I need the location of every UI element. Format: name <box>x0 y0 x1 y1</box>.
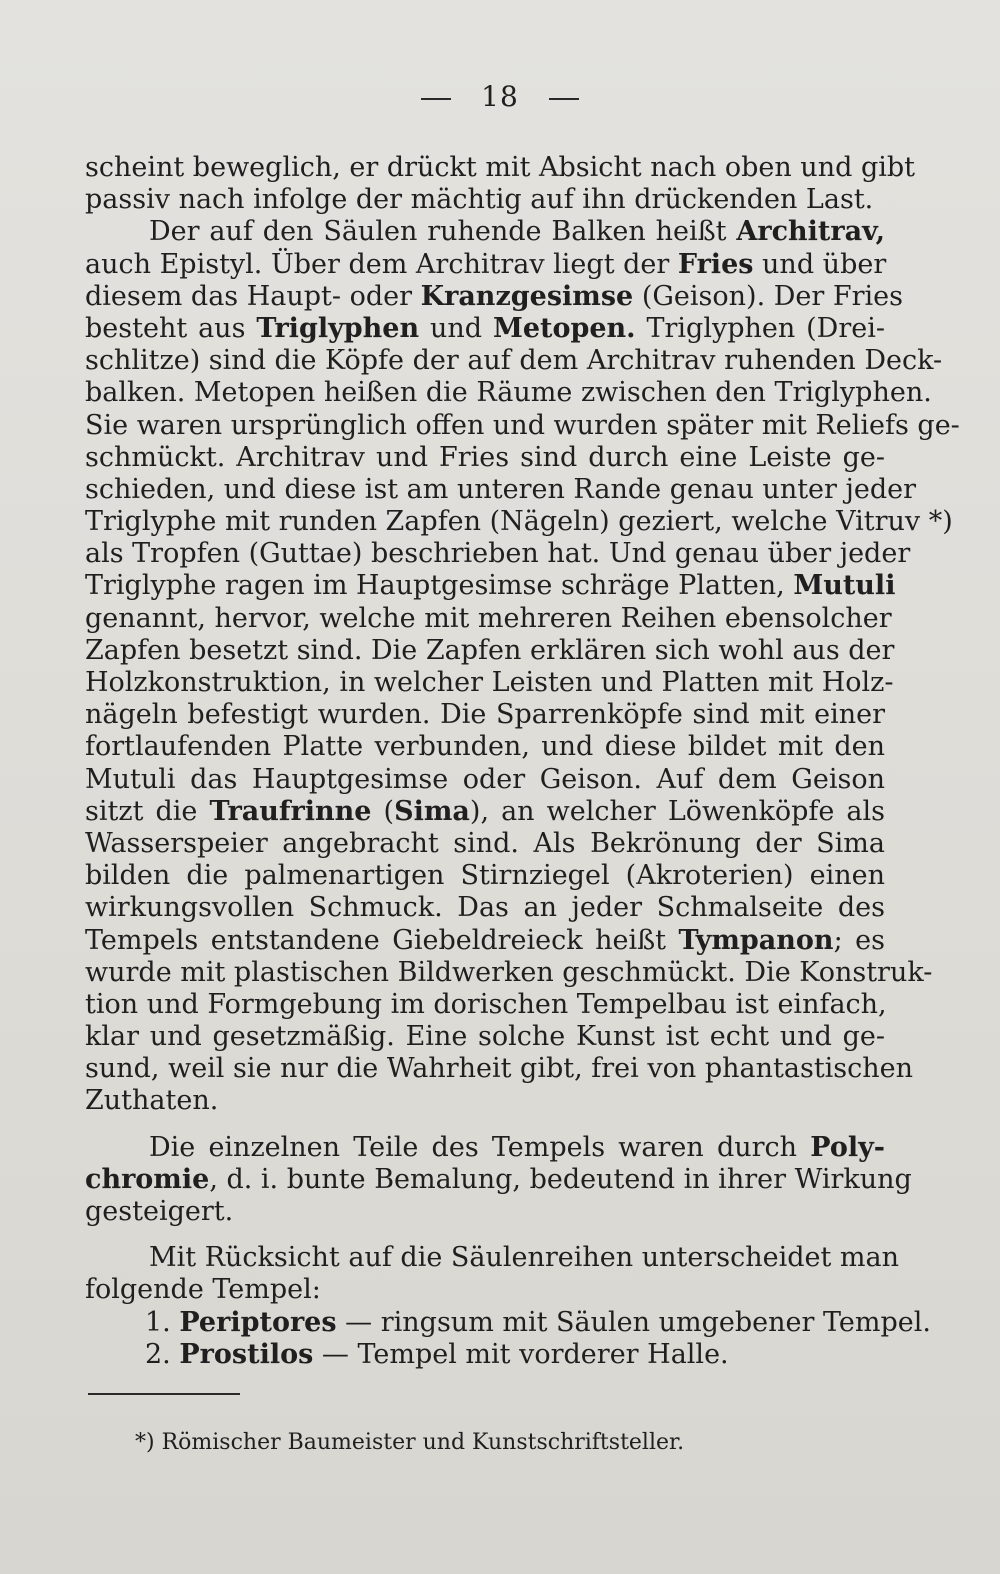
term-triglyphen: Triglyphen <box>256 312 420 344</box>
text-line: passiv nach infolge der mächtig auf ihn drückenden Last. <box>85 184 874 216</box>
text-line: Der auf den Säulen ruhende Balken heißt Architrav, <box>149 216 885 248</box>
text-line: balken. Metopen heißen die Räume zwischen den Triglyphen. <box>85 377 932 409</box>
text-line: schlitze) sind die Köpfe der auf dem Architrav ruhenden Deck- <box>85 345 943 377</box>
list-number: 2. <box>145 1338 171 1370</box>
term-fries: Fries <box>677 248 754 280</box>
text-line: auch Epistyl. Über dem Architrav liegt der Fries und über <box>85 248 887 280</box>
term-kranzgesimse: Kranzgesimse <box>420 280 634 312</box>
text-line: als Tropfen (Guttae) beschrieben hat. Und genau über jeder <box>85 538 911 570</box>
term-prostilos: Prostilos <box>179 1338 314 1370</box>
term-polychromie-b: chromie <box>85 1163 210 1195</box>
term-tympanon: Tympanon <box>678 924 834 956</box>
footnote-rule <box>88 1393 240 1395</box>
page-number-value: 18 <box>481 80 519 113</box>
term-periptores: Periptores <box>179 1306 337 1338</box>
term-architrav: Architrav, <box>736 216 885 248</box>
text-line: Mit Rücksicht auf die Säulenreihen unterscheidet man <box>149 1242 900 1274</box>
text-line: Zuthaten. <box>85 1085 219 1117</box>
list-number: 1. <box>145 1306 171 1338</box>
text-line: fortlaufenden Platte verbunden, und diese bildet mit den <box>85 731 885 763</box>
body-text <box>85 152 960 1371</box>
text-line: folgende Tempel: <box>85 1274 321 1306</box>
text-line: Wasserspeier angebracht sind. Als Bekrönung der Sima <box>85 827 885 859</box>
page-number-dash-right <box>549 98 579 100</box>
text-line: schieden, und diese ist am unteren Rande genau unter jeder <box>85 473 917 505</box>
text-line: Triglyphe ragen im Hauptgesimse schräge Platten, Mutuli <box>85 570 896 602</box>
text-line: sund, weil sie nur die Wahrheit gibt, frei von phantastischen <box>85 1053 914 1085</box>
text-line: sitzt die Traufrinne (Sima), an welcher Löwenköpfe als <box>85 795 886 827</box>
text-line: nägeln befestigt wurden. Die Sparrenköpfe sind mit einer <box>85 699 885 731</box>
term-polychromie-a: Poly- <box>810 1131 885 1163</box>
text-line: tion und Formgebung im dorischen Tempelbau ist einfach, <box>85 988 887 1020</box>
text-line: diesem das Haupt- oder Kranzgesimse (Geison). Der Fries <box>85 280 903 312</box>
text-line: Tempels entstandene Giebeldreieck heißt Tympanon; es <box>85 924 885 956</box>
term-sima: Sima <box>394 795 470 827</box>
text-line: Holzkonstruktion, in welcher Leisten und Platten mit Holz- <box>85 667 894 698</box>
text-line: wirkungsvollen Schmuck. Das an jeder Schmalseite des <box>85 892 885 924</box>
text-line: schmückt. Architrav und Fries sind durch eine Leiste ge- <box>85 441 885 473</box>
term-traufrinne: Traufrinne <box>209 795 372 827</box>
text-line: bilden die palmenartigen Stirnziegel (Akroterien) einen <box>85 860 885 892</box>
text-line: wurde mit plastischen Bildwerken geschmückt. Die Konstruk- <box>85 956 933 988</box>
text-line: Sie waren ursprünglich offen und wurden später mit Reliefs ge- <box>85 409 960 441</box>
list-item: 1. Periptores — ringsum mit Säulen umgebener Tempel. <box>145 1306 931 1338</box>
page-number-dash-left <box>421 98 451 100</box>
text-line: genannt, hervor, welche mit mehreren Reihen ebensolcher <box>85 602 892 634</box>
text-line: Zapfen besetzt sind. Die Zapfen erklären sich wohl aus der <box>85 634 895 666</box>
text-line: besteht aus Triglyphen und Metopen. Triglyphen (Drei- <box>85 312 885 344</box>
text-line: klar und gesetzmäßig. Eine solche Kunst ist echt und ge- <box>85 1021 885 1053</box>
list-item: 2. Prostilos — Tempel mit vorderer Halle. <box>145 1338 729 1370</box>
term-mutuli: Mutuli <box>793 570 896 602</box>
footnote: *) Römischer Baumeister und Kunstschriftsteller. <box>135 1430 685 1455</box>
text-line: chromie, d. i. bunte Bemalung, bedeutend in ihrer Wirkung <box>85 1163 912 1195</box>
text-line: gesteigert. <box>85 1196 234 1227</box>
text-line: Die einzelnen Teile des Tempels waren durch Poly- <box>149 1131 885 1163</box>
term-metopen: Metopen. <box>492 312 636 344</box>
page-number <box>0 80 1000 113</box>
text-line: scheint beweglich, er drückt mit Absicht nach oben und gibt <box>85 152 915 183</box>
text-line: Triglyphe mit runden Zapfen (Nägeln) geziert, welche Vitruv *) <box>85 506 953 538</box>
text-line: Mutuli das Hauptgesimse oder Geison. Auf dem Geison <box>85 763 885 795</box>
